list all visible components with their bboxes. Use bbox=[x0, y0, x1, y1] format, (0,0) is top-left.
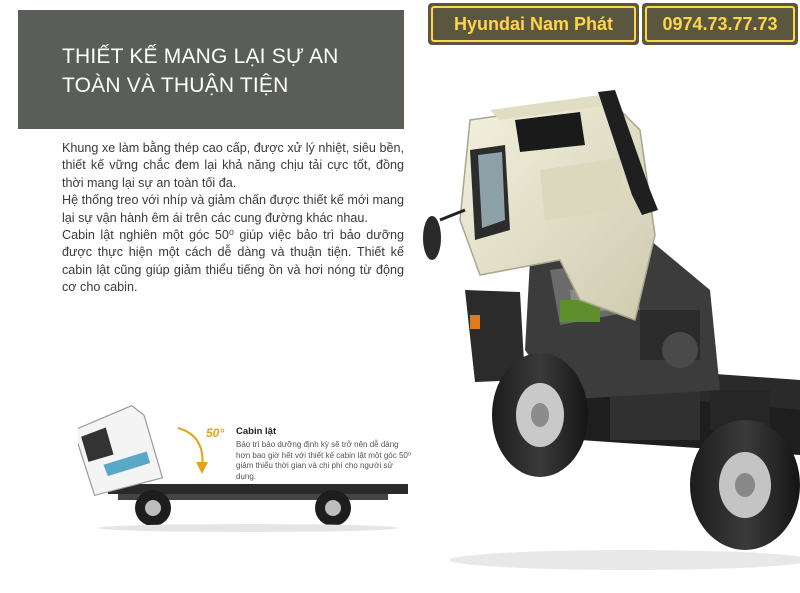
section-title-box bbox=[18, 10, 404, 129]
dealer-name-text: Hyundai Nam Phát bbox=[431, 6, 636, 42]
cabin-tilt-caption bbox=[236, 426, 412, 482]
paragraph-frame: Khung xe làm bằng thép cao cấp, được xử lý nhiệt, siêu bền, thiết kế vững chắc đem lại khả năng chịu tải cực tốt, đồng thời mang lại sự an toàn tối đa. bbox=[62, 141, 404, 190]
caption-body: Bảo trì bảo dưỡng định kỳ sẽ trở nên dễ dàng hơn bao giờ hết với thiết kế cabin lật một góc 50⁰ giảm thiểu thời gian và chi phí cho người sử dụng. bbox=[236, 440, 412, 481]
dealer-name-badge bbox=[428, 3, 639, 45]
description-text bbox=[62, 140, 404, 297]
tilted-cab-truck-image bbox=[410, 60, 800, 593]
phone-number-text[interactable]: 0974.73.77.73 bbox=[645, 6, 795, 42]
paragraph-suspension: Hệ thống treo với nhíp và giảm chấn được thiết kế mới mang lại sự vận hành êm ái trên các cung đường khác nhau. bbox=[62, 193, 404, 225]
caption-title: Cabin lật bbox=[236, 426, 277, 437]
paragraph-cabin: Cabin lật nghiên một góc 50⁰ giúp việc bảo trì bảo dưỡng được thực hiện một cách dễ dàng và thuận tiện. Thiết kế cabin lật cũng giúp giảm thiểu tiếng ồn và hơi nóng từ động cơ cho cabin. bbox=[62, 228, 404, 295]
section-title: THIẾT KẾ MANG LẠI SỰ AN TOÀN VÀ THUẬN TIỆN bbox=[62, 45, 339, 97]
phone-badge[interactable] bbox=[642, 3, 798, 45]
tilt-angle-label: 50° bbox=[206, 426, 225, 440]
